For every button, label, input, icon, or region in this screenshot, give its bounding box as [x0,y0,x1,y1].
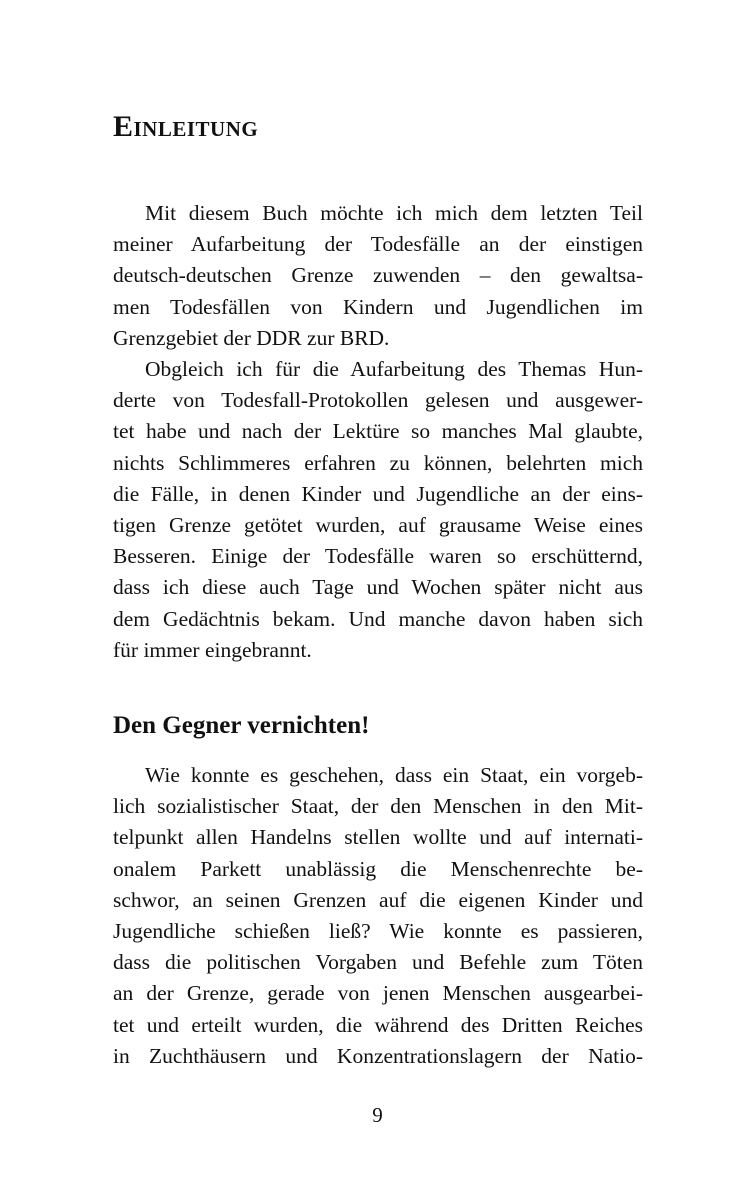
text-line: dass ich diese auch Tage und Wochen später nicht aus [113,575,643,600]
text-line: Jugendliche schießen ließ? Wie konnte es passieren, [113,919,643,944]
text-line: Mit diesem Buch möchte ich mich dem letzten Teil [145,201,643,225]
text-line: deutsch-deutschen Grenze zuwenden – den gewaltsa- [113,263,643,288]
chapter-title: Einleitung [113,110,259,143]
text-line: derte von Todesfall-Protokollen gelesen und ausgewer- [113,388,643,413]
text-line: in Zuchthäusern und Konzentrationslagern der Natio- [113,1043,643,1068]
text-line: tigen Grenze getötet wurden, auf grausame Weise eines [113,513,643,538]
text-line: Obgleich ich für die Aufarbeitung des Themas Hun- [145,357,643,382]
text-line: onalem Parkett unablässig die Menschenrechte be- [113,856,643,881]
intro-text [113,198,643,666]
text-line: Wie konnte es geschehen, dass ein Staat, ein vorgeb- [145,763,643,787]
text-line: nichts Schlimmeres erfahren zu können, belehrten mich [113,450,643,475]
text-line: meiner Aufarbeitung der Todesfälle an der einstigen [113,232,643,257]
text-line: schwor, an seinen Grenzen auf die eigenen Kinder und [113,887,643,912]
text-line: dem Gedächtnis bekam. Und manche davon haben sich [113,606,643,631]
text-line: Grenzgebiet der DDR zur BRD. [113,325,390,350]
text-line: tet und erteilt wurden, die während des Dritten Reiches [113,1012,643,1037]
text-line: men Todesfällen von Kindern und Jugendlichen im [113,294,643,319]
text-line: dass die politischen Vorgaben und Befehle zum Töten [113,950,643,975]
text-line: lich sozialistischer Staat, der den Menschen in den Mit- [113,794,643,819]
text-line: Besseren. Einige der Todesfälle waren so erschütternd, [113,544,643,569]
page-number: 9 [372,1103,383,1127]
text-line: für immer eingebrannt. [113,637,312,662]
text-line: telpunkt allen Handelns stellen wollte und auf internati- [113,825,643,850]
text-line: an der Grenze, gerade von jenen Menschen ausgearbei- [113,981,643,1006]
section-text [113,760,643,1072]
text-line: tet habe und nach der Lektüre so manches Mal glaubte, [113,419,643,444]
text-line: die Fälle, in denen Kinder und Jugendliche an der eins- [113,481,643,506]
section-heading: Den Gegner vernichten! [113,712,370,739]
